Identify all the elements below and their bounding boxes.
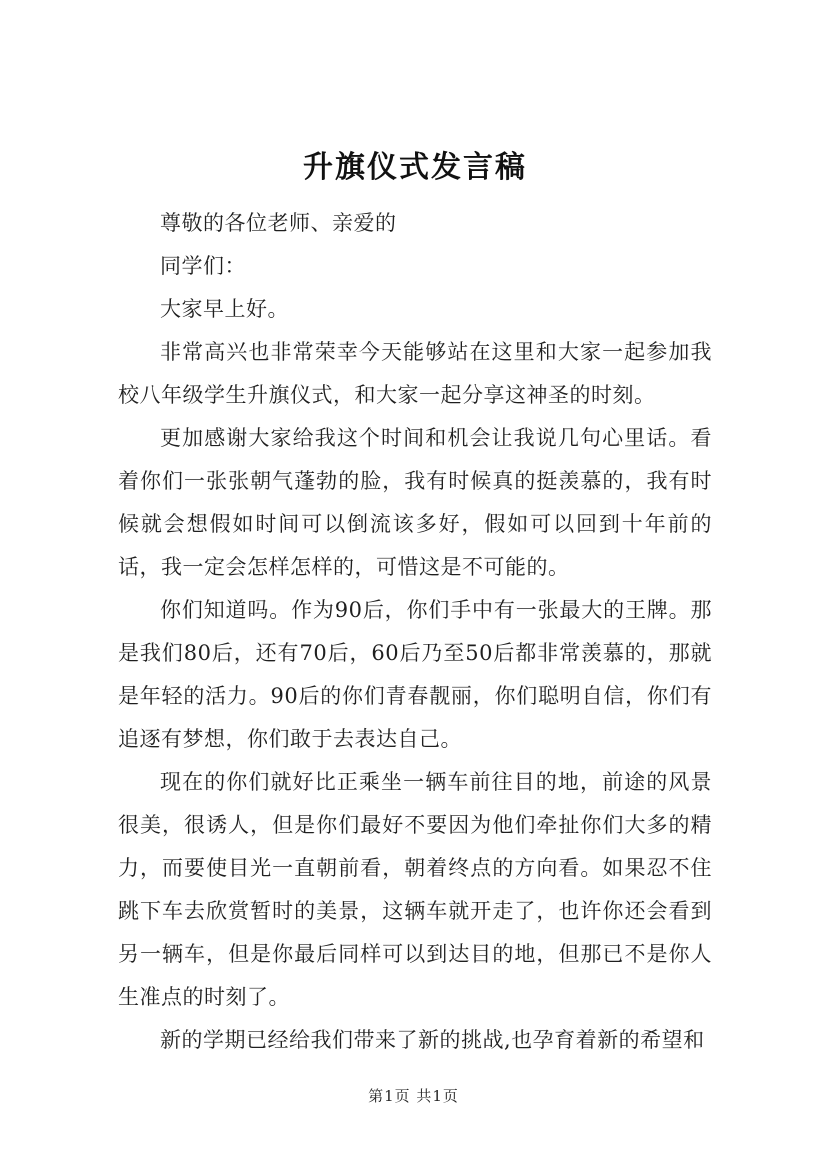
document-content [118, 142, 712, 1062]
paragraph: 更加感谢大家给我这个时间和机会让我说几句心里话。看着你们一张张朝气蓬勃的脸，我有时候真的挺羡慕的，我有时候就会想假如时间可以倒流该多好，假如可以回到十年前的话，我一定会怎样怎样的，可惜这是不可能的。 [118, 426, 712, 579]
document-body [118, 202, 712, 1062]
paragraph: 非常高兴也非常荣幸今天能够站在这里和大家一起参加我校八年级学生升旗仪式，和大家一起分享这神圣的时刻。 [118, 340, 712, 407]
paragraph: 同学们： [160, 254, 246, 278]
page-number-footer: 第1页 共1页 [368, 1087, 459, 1105]
document-title: 升旗仪式发言稿 [303, 150, 527, 185]
paragraph: 新的学期已经给我们带来了新的挑战,也孕育着新的希望和 [160, 1028, 705, 1052]
paragraph: 大家早上好。 [160, 297, 289, 321]
paragraph: 现在的你们就好比正乘坐一辆车前往目的地，前途的风景很美，很诱人，但是你们最好不要因为他们牵扯你们大多的精力，而要使目光一直朝前看，朝着终点的方向看。如果忍不住跳下车去欣赏暂时的美景，这辆车就开走了，也许你还会看到另一辆车，但是你最后同样可以到达目的地，但那已不是你人生准点的时刻了。 [118, 770, 712, 1009]
paragraph: 尊敬的各位老师、亲爱的 [160, 211, 397, 235]
paragraph: 你们知道吗。作为90后，你们手中有一张最大的王牌。那是我们80后，还有70后，60后乃至50后都非常羡慕的，那就是年轻的活力。90后的你们青春靓丽，你们聪明自信，你们有追逐有梦想，你们敢于去表达自己。 [118, 598, 712, 751]
